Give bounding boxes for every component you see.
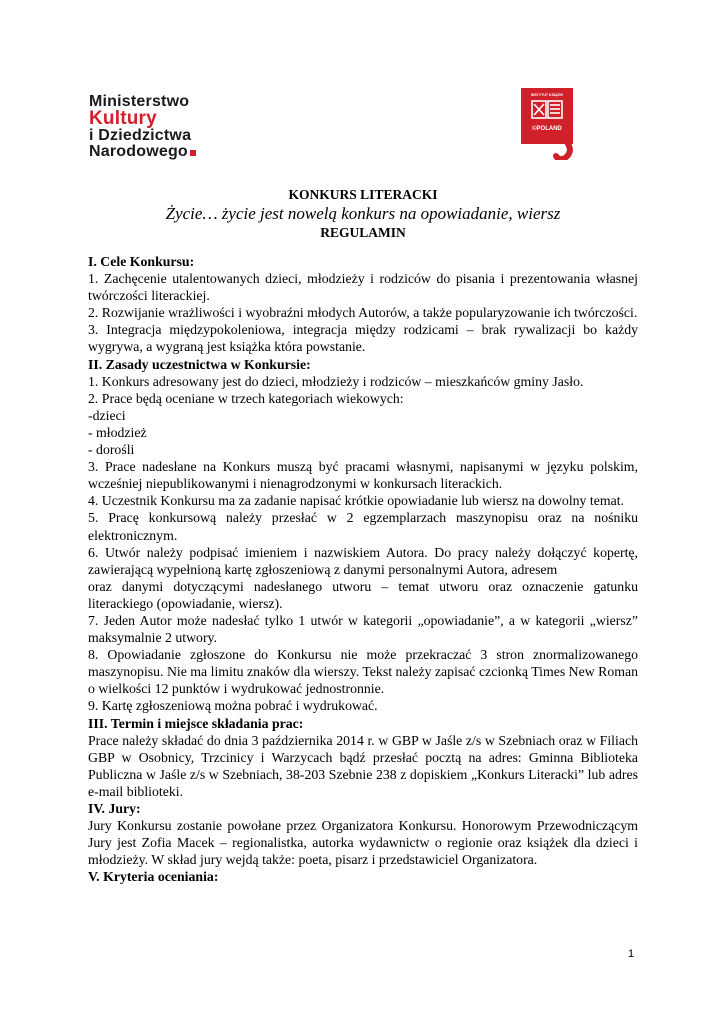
contest-subtitle: Życie… życie jest nowelą konkurs na opowiadanie, wiersz [165,204,561,223]
page-number: 1 [628,948,635,960]
ministry-logo-line1: Ministerstwo [89,93,190,110]
paragraph: oraz danymi dotyczącymi nadesłanego utworu – temat utworu oraz oznaczenie gatunku literackiego (opowiadanie, wiersz). [88,578,638,611]
paragraph: 2. Rozwijanie wrażliwości i wyobraźni młodych Autorów, a także popularyzowanie ich twórczości. [88,305,638,321]
ministry-logo [89,94,229,160]
paragraph: 3. Prace nadesłane na Konkurs muszą być pracami własnymi, napisanymi w języku polskim, wcześniej niepublikowanymi i nienagrodzonymi w konkursach literackich. [88,459,638,492]
logo-red-square-icon [190,150,196,156]
paragraph: 2. Prace będą oceniane w trzech kategoriach wiekowych: [88,390,404,406]
section-heading: IV. Jury: [88,801,141,816]
paragraph: 3. Integracja międzypokoleniowa, integracja między rodzicami – brak rywalizacji bo każdy wygrywa, a wygraną jest książka która powstanie. [88,322,638,355]
section-heading: I. Cele Konkursu: [88,254,195,269]
paragraph: 8. Opowiadanie zgłoszone do Konkursu nie może przekraczać 3 stron znormalizowanego maszynopisu. Nie ma limitu znaków dla wierszy. Tekst należy zapisać czcionką Times New Roman o wielkości 12 punktów i wydrukować jednostronnie. [88,647,639,697]
institute-logo [521,88,573,160]
paragraph: 4. Uczestnik Konkursu ma za zadanie napisać krótkie opowiadanie lub wiersz na dowolny temat. [88,493,624,509]
ministry-logo-line3: i Dziedzictwa [89,127,192,144]
regulation-title: REGULAMIN [320,225,406,240]
section-heading: III. Termin i miejsce składania prac: [88,715,304,731]
paragraph: 1. Konkurs adresowany jest do dzieci, młodzieży i rodziców – mieszkańców gminy Jasło. [88,373,584,389]
list-item: - młodzież [88,424,147,440]
paragraph: 5. Pracę konkursową należy przesłać w 2 egzemplarzach maszynopisu oraz na nośniku elektronicznym. [88,510,638,543]
institute-logo-label: ©POLAND [532,126,562,132]
ministry-logo-line4: Narodowego [89,143,188,160]
contest-title: KONKURS LITERACKI [288,187,438,202]
list-item: - dorośli [88,442,135,458]
institute-logo-small-text: INSTYTUT KSIĄŻKI [530,93,564,97]
paragraph: 1. Zachęcenie utalentowanych dzieci, młodzieży i rodziców do pisania i prezentowania własnej twórczości literackiej. [88,271,638,304]
paragraph: 7. Jeden Autor może nadesłać tylko 1 utwór w kategorii „opowiadanie”, a w kategorii „wiersz” maksymalnie 2 utwory. [88,612,638,646]
regulation-body [88,253,638,885]
paragraph: 6. Utwór należy podpisać imieniem i nazwiskiem Autora. Do pracy należy dołączyć kopertę, zawierającą wypełnioną kartę zgłoszeniową z danymi personalnymi Autora, adresem [88,544,638,577]
paragraph: Prace należy składać do dnia 3 października 2014 r. w GBP w Jaśle z/s w Szebniach oraz w Filiach GBP w Osobnicy, Trzcinicy i Warzycach bądź przesłać pocztą na adres: Gminna Biblioteka Publiczna w Jaśle z/s w Szebniach, 38-203 Szebnie 238 z dopiskiem „Konkurs Literacki” lub adres e-mail biblioteki. [88,732,638,799]
paragraph: Jury Konkursu zostanie powołane przez Organizatora Konkursu. Honorowym Przewodniczącym Jury jest Zofia Macek – regionalistka, autorka wydawnictw o regionie oraz książek dla dzieci i młodzieży. W skład jury wejdą także: poeta, pisarz i przedstawiciel Organizatora. [88,818,638,868]
section-heading: II. Zasady uczestnictwa w Konkursie: [88,356,311,372]
paragraph: 9. Kartę zgłoszeniową można pobrać i wydrukować. [88,698,378,714]
list-item: -dzieci [88,407,126,423]
ministry-logo-line2: Kultury [89,108,157,129]
section-heading: V. Kryteria oceniania: [88,869,219,885]
document-title-block [88,186,638,242]
